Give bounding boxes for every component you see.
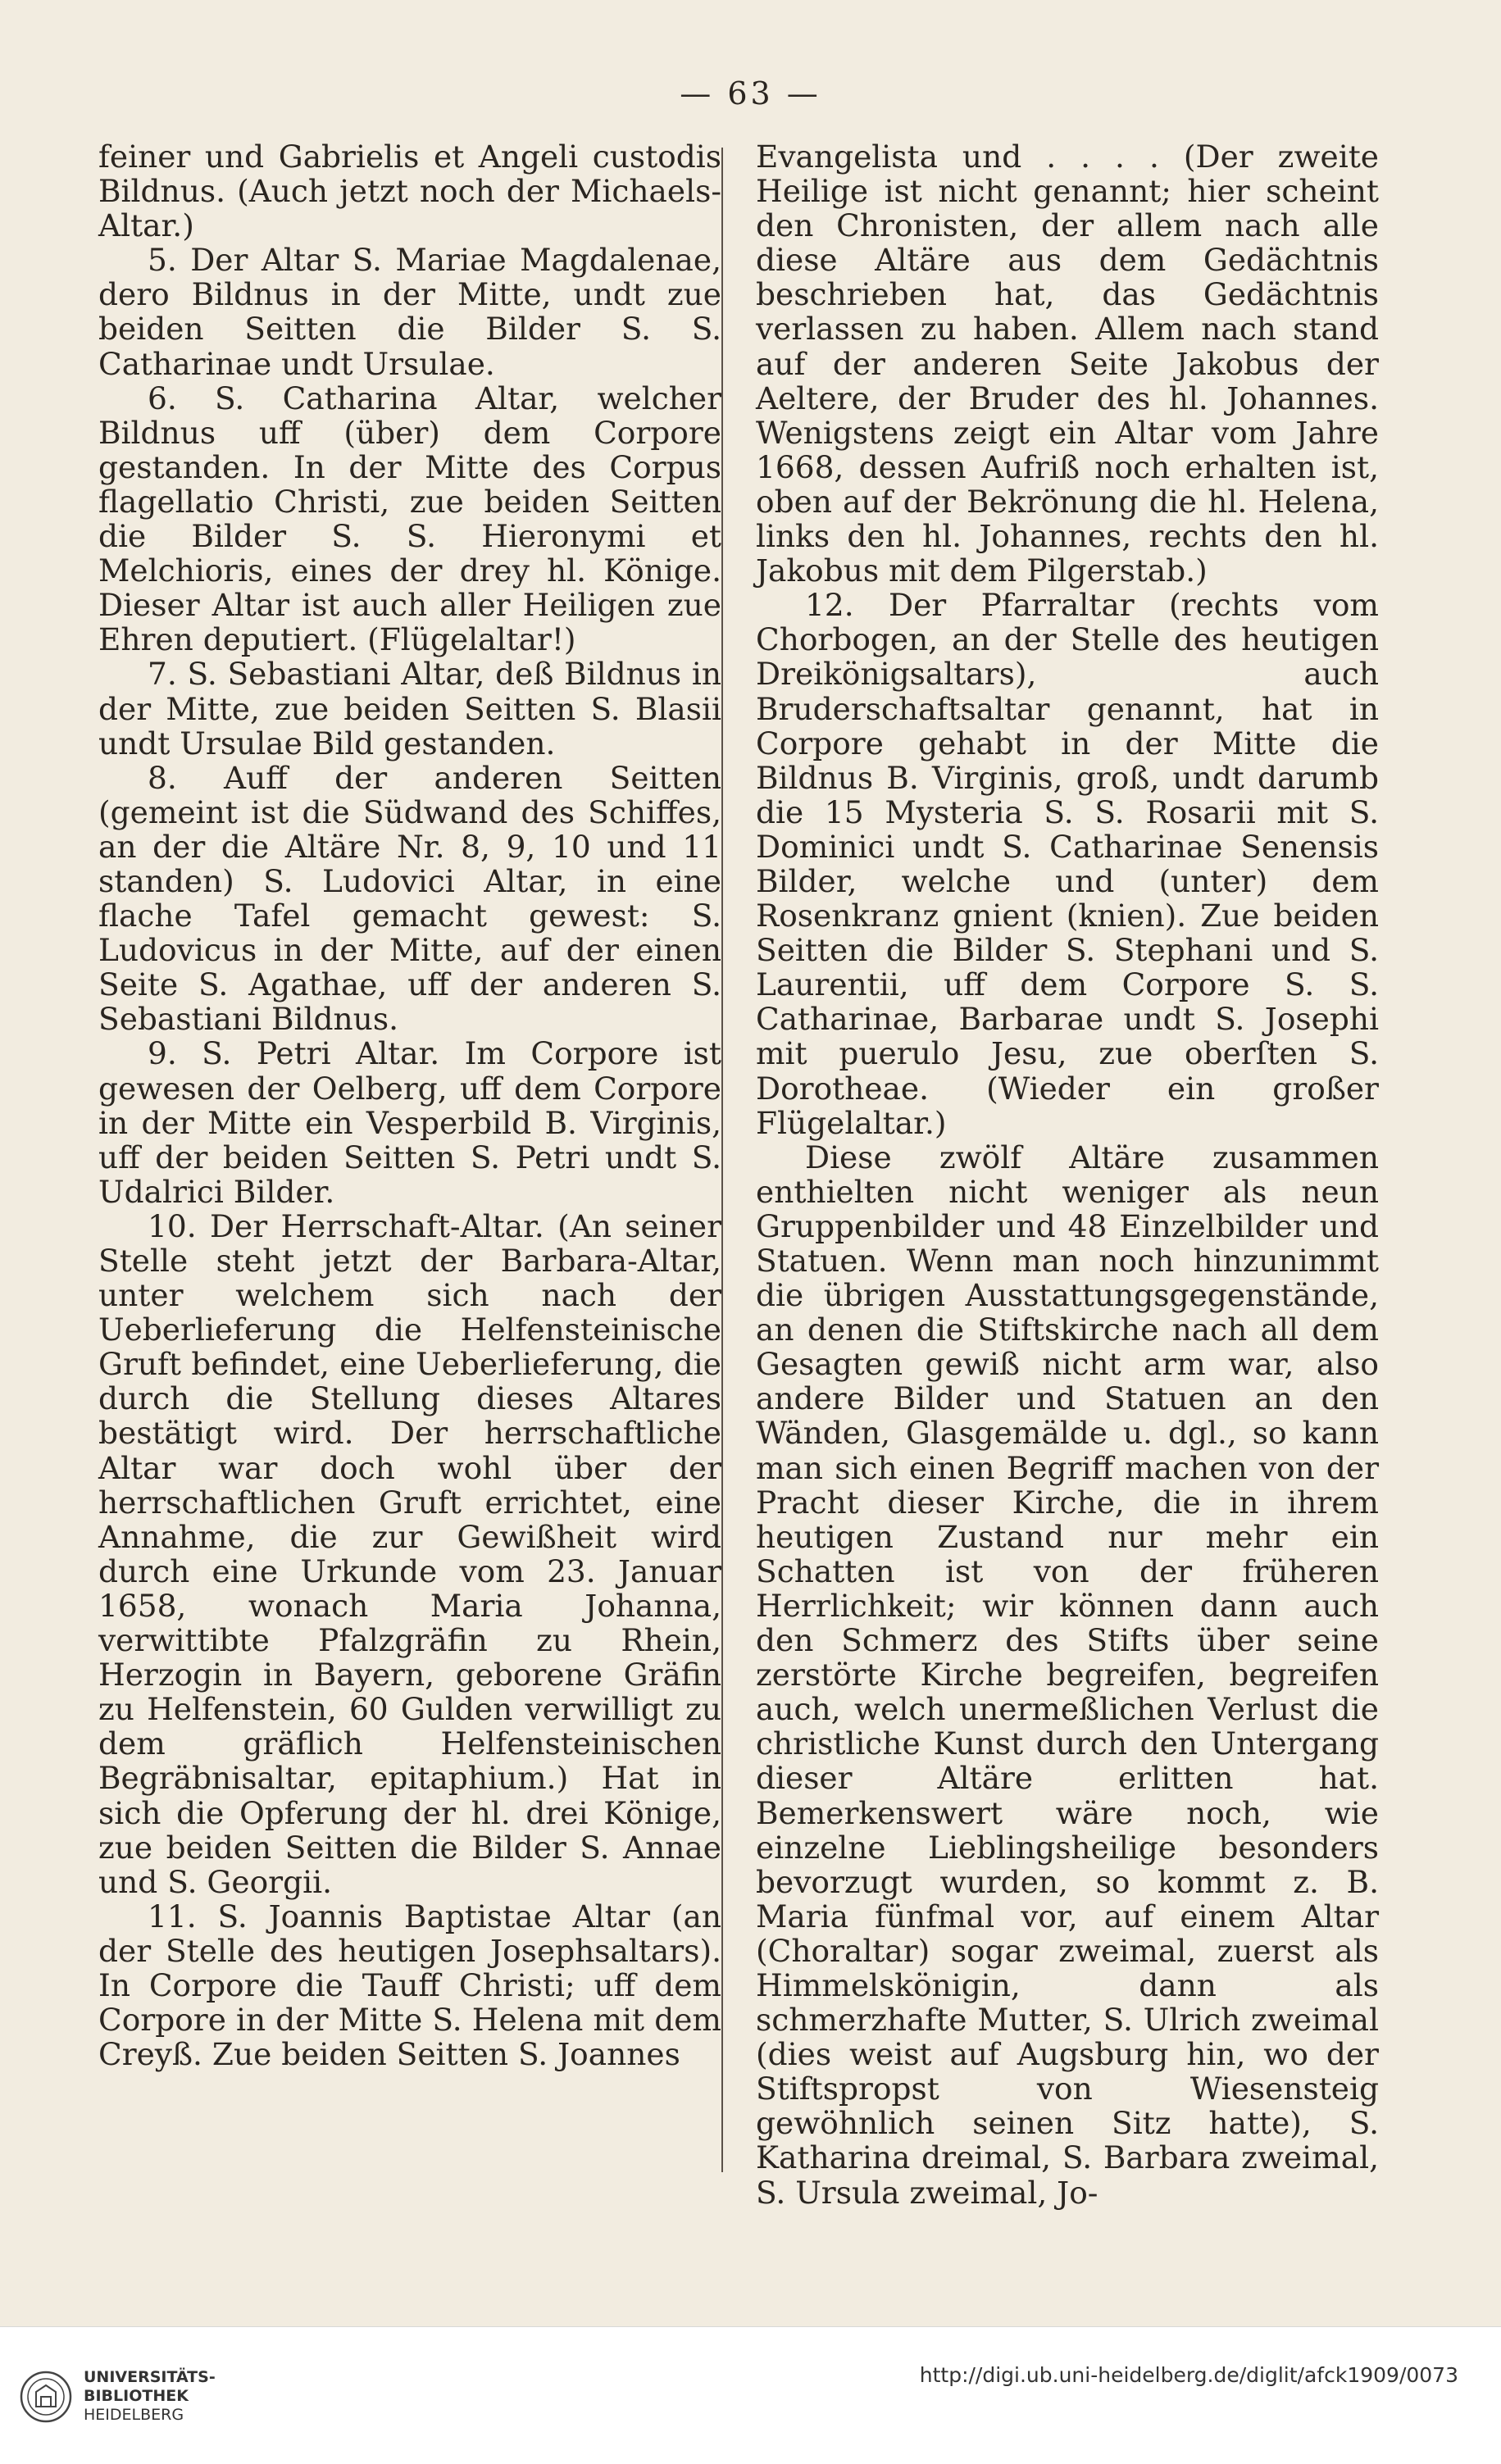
paragraph: 9. S. Petri Altar. Im Corpore ist gewesen der Oelberg, uff dem Corpore in der Mitte ein Vesperbild B. Virginis, uff der beiden Seitten S. Petri undt S. Udalrici Bilder. — [98, 1035, 721, 1210]
paragraph: 11. S. Joannis Baptistae Altar (an der Stelle des heutigen Josephsaltars). In Corpore die Tauff Christi; uff dem Corpore in der Mitte S. Helena mit dem Creyß. Zue beiden Seitten S. Joannes — [98, 1898, 721, 2073]
paragraph: Diese zwölf Altäre zusammen enthielten nicht weniger als neun Gruppenbilder und 48 Einzelbilder und Statuen. Wenn man noch hinzunimmt die übrigen Ausstattungsgegenstände, an denen die Stiftskirche nach all dem Gesagten gewiß nicht arm war, also andere Bilder und Statuen an den Wänden, Glasgemälde u. dgl., so kann man sich einen Begriff machen von der Pracht dieser Kirche, die in ihrem heutigen Zustand nur mehr ein Schatten ist von der früheren Herrlichkeit; wir können dann auch den Schmerz des Stifts über seine zerstörte Kirche begreifen, begreifen auch, welch unermeßlichen Verlust die christliche Kunst durch den Untergang dieser Altäre erlitten hat. Bemerkenswert wäre noch, wie einzelne Lieblingsheilige besonders bevorzugt wurden, so kommt z. B. Maria fünfmal vor, auf einem Altar (Choraltar) sogar zweimal, zuerst als Himmelskönigin, dann als schmerzhafte Mutter, S. Ulrich zweimal (dies weist auf Augsburg hin, wo der Stiftspropst von Wiesensteig gewöhnlich seinen Sitz hatte), S. Katharina dreimal, S. Barbara zweimal, S. Ursula zweimal, Jo- — [756, 1139, 1379, 2211]
source-url-link[interactable]: http://digi.ub.uni-heidelberg.de/diglit/afck1909/0073 — [919, 2363, 1458, 2387]
column-divider — [721, 148, 723, 2172]
paragraph: 5. Der Altar S. Mariae Magdalenae, dero Bildnus in der Mitte, undt zue beiden Seitten die Bilder S. S. Catharinae undt Ursulae. — [98, 242, 721, 382]
right-column — [756, 139, 1379, 2210]
left-column — [98, 139, 721, 2071]
paragraph: feiner und Gabrielis et Angeli custodis Bildnus. (Auch jetzt noch der Michaels-Altar.) — [98, 139, 721, 244]
paragraph: Evangelista und . . . . (Der zweite Heilige ist nicht genannt; hier scheint den Chronisten, der allem nach alle diese Altäre aus dem Gedächtnis beschrieben hat, das Gedächtnis verlassen zu haben. Allem nach stand auf der anderen Seite Jakobus der Aeltere, der Bruder des hl. Johannes. Wenigstens zeigt ein Altar vom Jahre 1668, dessen Aufriß noch erhalten ist, oben auf der Bekrönung die hl. Helena, links den hl. Johannes, rechts den hl. Jakobus mit dem Pilgerstab.) — [756, 139, 1379, 589]
library-seal-icon — [20, 2371, 72, 2423]
library-logo[interactable] — [20, 2368, 216, 2425]
paragraph: 6. S. Catharina Altar, welcher Bildnus uff (über) dem Corpore gestanden. In der Mitte des Corpus flagellatio Christi, zue beiden Seitten die Bilder S. S. Hieronymi et Melchioris, eines der drey hl. Könige. Dieser Altar ist auch aller Heiligen zue Ehren deputiert. (Flügelaltar!) — [98, 380, 721, 658]
paragraph: 8. Auff der anderen Seitten (gemeint ist die Südwand des Schiffes, an der die Altäre Nr. 8, 9, 10 und 11 standen) S. Ludovici Altar, in eine flache Tafel gemacht gewest: S. Ludovicus in der Mitte, auf der einen Seite S. Agathae, uff der anderen S. Sebastiani Bildnus. — [98, 759, 721, 1038]
page-number: — 63 — — [680, 75, 821, 111]
paragraph: 10. Der Herrschaft-Altar. (An seiner Stelle steht jetzt der Barbara-Altar, unter welchem sich nach der Ueberlieferung die Helfensteinische Gruft befindet, eine Ueberlieferung, die durch die Stellung dieses Altares bestätigt wird. Der herrschaftliche Altar war doch wohl über der herrschaftlichen Gruft errichtet, eine Annahme, die zur Gewißheit wird durch eine Urkunde vom 23. Januar 1658, wonach Maria Johanna, verwittibte Pfalzgräfin zu Rhein, Herzogin in Bayern, geborene Gräfin zu Helfenstein, 60 Gulden verwilligt zu dem gräflich Helfensteinischen Begräbnisaltar, epitaphium.) Hat in sich die Opferung der hl. drei Könige, zue beiden Seitten die Bilder S. Annae und S. Georgii. — [98, 1207, 721, 1900]
footer-bar — [0, 2326, 1501, 2464]
paragraph: 12. Der Pfarraltar (rechts vom Chorbogen, an der Stelle des heutigen Dreikönigsaltars), auch Bruderschaftsaltar genannt, hat in Corpore gehabt in der Mitte die Bildnus B. Virginis, groß, undt darumb die 15 Mysteria S. S. Rosarii mit S. Dominici undt S. Catharinae Senensis Bilder, welche und (unter) dem Rosenkranz gnient (knien). Zue beiden Seitten die Bilder S. Stephani und S. Laurentii, uff dem Corpore S. S. Catharinae, Barbarae undt S. Josephi mit puerulo Jesu, zue oberſten S. Dorotheae. (Wieder ein großer Flügelaltar.) — [756, 587, 1379, 1141]
library-name: UNIVERSITÄTS- BIBLIOTHEK HEIDELBERG — [84, 2368, 216, 2424]
paragraph: 7. S. Sebastiani Altar, deß Bildnus in der Mitte, zue beiden Seitten S. Blasii undt Ursulae Bild gestanden. — [98, 656, 721, 761]
